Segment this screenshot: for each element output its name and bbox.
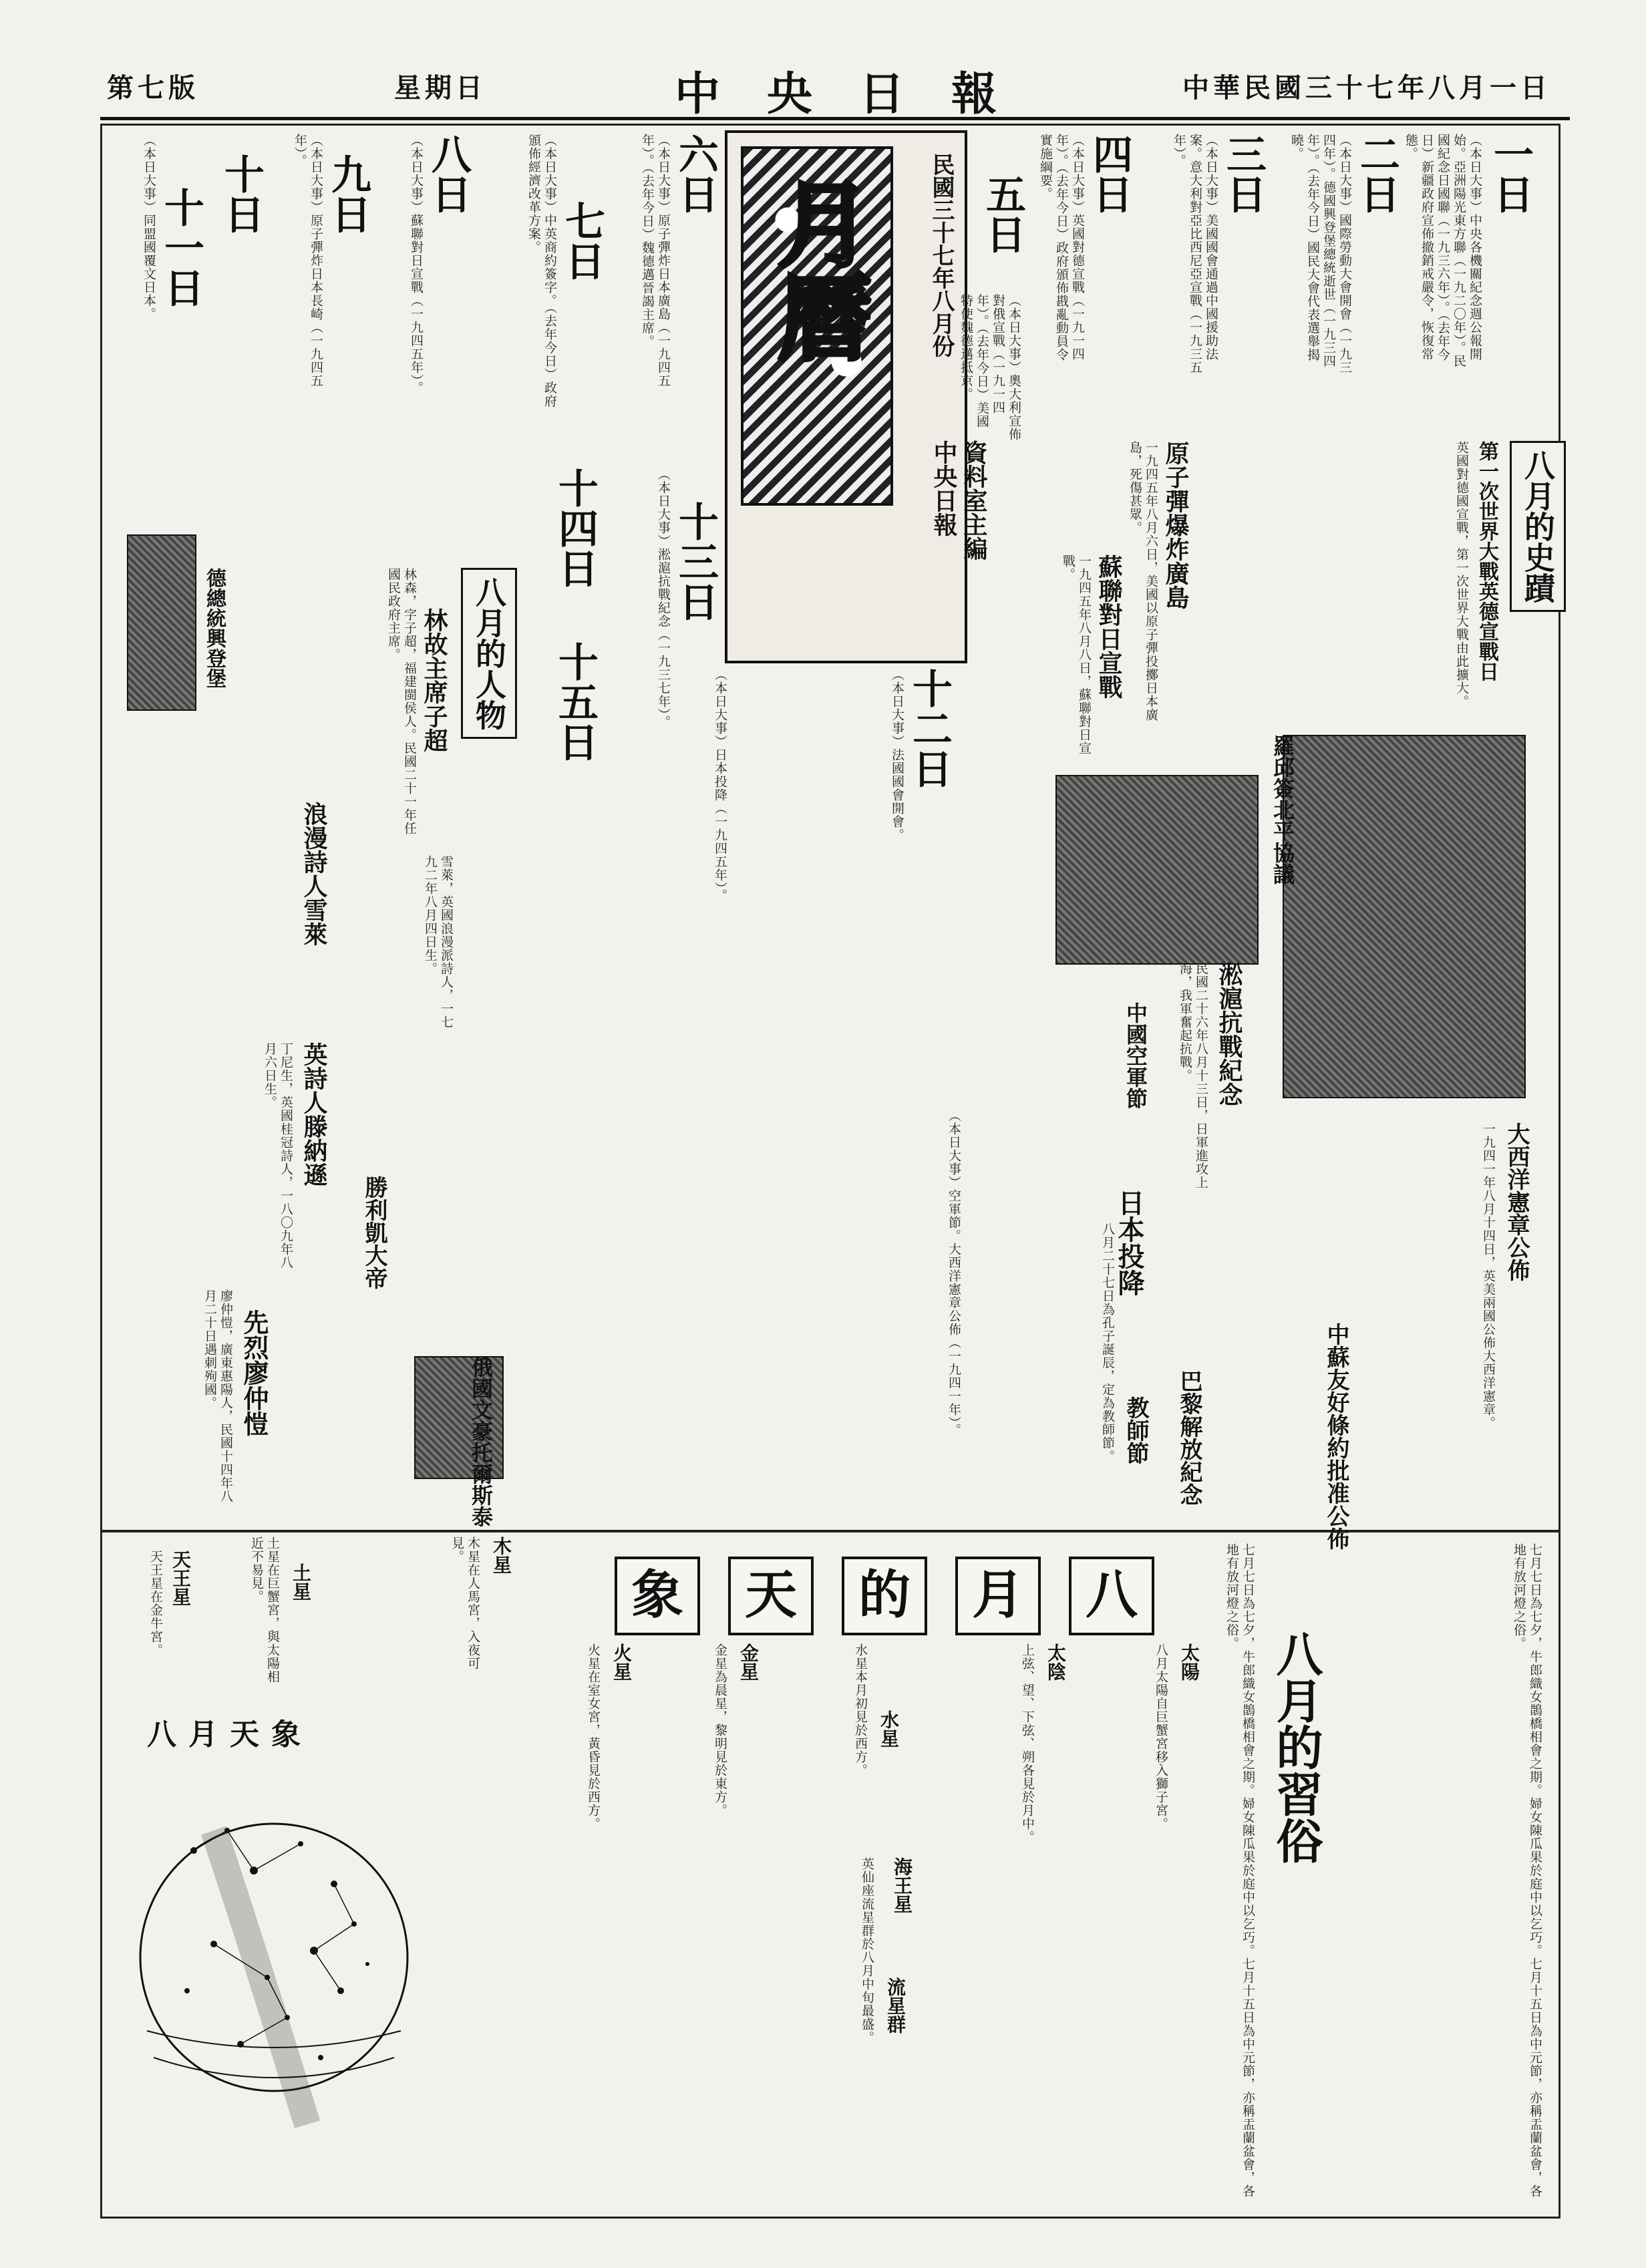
sky-item-title: 流星群 [884, 1977, 907, 2034]
weekday: 星期日 [394, 72, 486, 104]
day-entry: （本日大事）日本投降（一九四五年）。 [713, 668, 727, 903]
day-heading: 十二日 [906, 668, 953, 788]
history-item-title: 大西洋憲章公佈 [1503, 1122, 1530, 1281]
people-item-title: 先烈廖仲愷 [239, 1309, 269, 1436]
history-item-title: 教師節 [1122, 1396, 1149, 1464]
history-item-title: 中國空軍節 [1123, 1002, 1148, 1109]
history-item-text: 一九四五年八月八日，蘇聯對日宣戰。 [1061, 554, 1092, 755]
day-heading: 十五日 [552, 641, 599, 762]
people-item-title: 俄國文豪托爾斯泰 [468, 1356, 494, 1527]
people-item-title: 林故主席子超 [420, 608, 448, 752]
day-heading: 三日 [1220, 134, 1267, 214]
people-item-text: 廖仲愷，廣東惠陽人，民國十四年八月二十日遇刺殉國。 [202, 1289, 233, 1503]
day-heading: 一日 [1487, 134, 1534, 214]
issue-date: 中華民國三十七年八月一日 [1182, 72, 1551, 104]
sky-item-text: 八月太陽自巨蟹宮移入獅子宮。 [1154, 1643, 1168, 1830]
title-info [894, 146, 988, 641]
photo-hiroshima [1283, 735, 1526, 1098]
people-item-text: 丁尼生，英國桂冠詩人，一八〇九年八月六日生。 [263, 1042, 293, 1269]
day-entry: （本日大事）原子彈炸日本廣島（一九四五年）。（去年今日）魏德邁晉謁主席。 [640, 134, 671, 387]
photo-historical-scene [1055, 775, 1259, 965]
sky-item-text: 火星在室女宮，黃昏見於西方。 [586, 1643, 601, 1830]
star-map-title: 八月天象 [147, 1718, 313, 1752]
calendar-title-art [741, 146, 893, 506]
sky-item-title: 火星 [611, 1643, 633, 1681]
sky-item-title: 土星 [290, 1563, 312, 1601]
star-chart-svg [134, 1750, 414, 2164]
history-item-text: 八月二十七日為孔子誕辰，定為教師節。 [1100, 1223, 1115, 1463]
calendar-title-block [725, 130, 988, 663]
custom-section-heading: 八月的習俗 [1269, 1630, 1324, 1864]
sky-heading-char: 月 [955, 1557, 1041, 1635]
history-item-title: 日本投降 [1114, 1189, 1145, 1296]
day-entry: （本日大事）英國對德宣戰（一九一四年）。（去年今日）政府頒佈戡亂動員令實施綱要。 [1038, 134, 1085, 361]
day-entry: （本日大事）中央各機關紀念週公報開始。亞洲陽光東方聯（一九二〇年）。民國紀念日國聯（一九三六年）。（去年今日）新疆政府宣佈撤銷戒嚴令，恢復常態。 [1404, 134, 1482, 368]
day-entry: （本日大事）中英商約簽字。（去年今日）政府頒佈經濟改革方案。 [526, 134, 557, 408]
history-section-heading: 八月的史蹟 [1510, 441, 1566, 612]
publisher-name: 中央日報 [930, 440, 958, 536]
sky-heading-char: 天 [728, 1557, 814, 1635]
history-item-title: 巴黎解放紀念 [1176, 1369, 1202, 1506]
history-item-text: 英國對德國宣戰，第一次世界大戰由此擴大。 [1454, 441, 1469, 708]
people-item-text: 雪萊，英國浪漫派詩人，一七九二年八月四日生。 [423, 855, 454, 1029]
day-heading: 七日 [558, 200, 605, 281]
day-entry: （本日大事）美國國會通過中國援助法案。意大利對亞比西尼亞宣戰（一九三五年）。 [1172, 134, 1218, 374]
masthead [100, 63, 1570, 120]
history-item-text: 一九四一年八月十四日，英美兩國公佈大西洋憲章。 [1481, 1122, 1496, 1430]
history-item-title: 羅邱簽北平協議 [1270, 735, 1295, 884]
sky-item-text: 英仙座流星群於八月中旬最盛。 [860, 1857, 874, 2044]
history-item-text: 民國二十六年八月十三日，日軍進攻上海，我軍奮起抗戰。 [1178, 962, 1208, 1189]
people-section-heading: 八月的人物 [461, 568, 517, 739]
day-heading: 四日 [1086, 134, 1133, 214]
day-heading: 九日 [325, 154, 371, 234]
sky-item-title: 金星 [737, 1643, 760, 1681]
sky-item-text: 水星本月初見於西方。 [853, 1643, 868, 1777]
day-heading: 十一日 [158, 187, 204, 307]
day-entry: （本日大事）淞滬抗戰紀念（一九三七年）。 [656, 468, 671, 729]
people-item-title: 勝利凱大帝 [361, 1176, 387, 1289]
history-item-title: 中蘇友好條約批准公佈 [1323, 1323, 1349, 1550]
day-entry: （本日大事）原子彈炸日本長崎（一九四五年）。 [293, 134, 323, 387]
sky-item-title: 水星 [878, 1710, 900, 1748]
day-heading: 十日 [218, 154, 265, 234]
people-item-title: 德總統興登堡 [202, 568, 226, 688]
sky-item-title: 太陽 [1178, 1643, 1200, 1681]
day-heading: 六日 [672, 134, 719, 214]
custom-text-continued: 七月七日為七夕，牛郎織女鵲橋相會之期。婦女陳瓜果於庭中以乞巧。七月十五日為中元節，亦稱盂蘭盆會，各地有放河燈之俗。 [1224, 1543, 1255, 2198]
sky-item-title: 天王星 [170, 1550, 192, 1606]
day-heading: 十三日 [672, 501, 719, 621]
history-item-title: 蘇聯對日宣戰 [1095, 554, 1123, 699]
day-entry: （本日大事）國際勞動大會開會（一九三四年）。德國興登堡總統逝世（一九三四年）。（去年今日）國民大會代表選舉揭曉。 [1289, 134, 1352, 374]
day-entry: （本日大事）蘇聯對日宣戰（一九四五年）。 [409, 134, 424, 395]
sky-item-text: 金星為晨星，黎明見於東方。 [713, 1643, 727, 1817]
day-heading: 二日 [1353, 134, 1400, 214]
sky-item-title: 太陰 [1045, 1643, 1067, 1681]
paper-name: 中央日報 [675, 67, 1044, 121]
people-item-title: 浪漫詩人雪萊 [300, 802, 328, 946]
day-entry: （本日大事）空軍節。大西洋憲章公佈（一九四一年）。 [947, 1109, 961, 1437]
people-item-text: 林森，字子超，福建閩侯人。民國二十一年任國民政府主席。 [386, 568, 417, 835]
people-item-title: 英詩人滕納遜 [300, 1042, 328, 1186]
sky-item-title: 木星 [490, 1536, 512, 1574]
history-item-title: 原子彈爆炸廣島 [1162, 441, 1190, 609]
day-heading: 八日 [425, 134, 472, 214]
sky-heading-char: 的 [842, 1557, 927, 1635]
star-map [134, 1710, 414, 2171]
editor-name: 資料室主編 [960, 440, 988, 560]
sky-item-text: 木星在人馬宮，入夜可見。 [450, 1536, 480, 1670]
sky-item-text: 土星在巨蟹宮，與太陽相近不易見。 [249, 1536, 280, 1683]
day-entry: （本日大事）法國國會開會。 [890, 668, 904, 842]
day-entry: （本日大事）奧大利宣佈對俄宣戰（一九一四年）。（去年今日）美國特使魏德邁抵京。 [959, 294, 1021, 441]
photo-hindenburg [127, 534, 196, 711]
history-item-title: 淞滬抗戰紀念 [1215, 962, 1243, 1106]
day-heading: 十四日 [552, 468, 599, 588]
history-item-text: 一九四五年八月六日，美國以原子彈投擲日本廣島，死傷甚眾。 [1128, 441, 1158, 721]
day-heading: 五日 [979, 174, 1026, 254]
custom-text: 七月七日為七夕，牛郎織女鵲橋相會之期。婦女陳瓜果於庭中以乞巧。七月十五日為中元節，亦稱盂蘭盆會，各地有放河燈之俗。 [1512, 1543, 1542, 2198]
history-item-title: 第一次世界大戰英德宣戰日 [1475, 441, 1498, 681]
calendar-title: 月曆 [762, 176, 872, 363]
day-entry: （本日大事）同盟國覆文日本。 [142, 134, 156, 321]
sky-heading-char: 象 [615, 1557, 700, 1635]
page-number: 第七版 [107, 72, 199, 104]
sky-item-title: 海王星 [891, 1857, 913, 1913]
sky-item-text: 天王星在金牛宮。 [148, 1550, 163, 1657]
issue-period: 民國三十七年八月份 [928, 153, 955, 357]
sky-heading-char: 八 [1069, 1557, 1154, 1635]
sky-item-text: 上弦、望、下弦、朔各見於月中。 [1020, 1643, 1035, 1844]
